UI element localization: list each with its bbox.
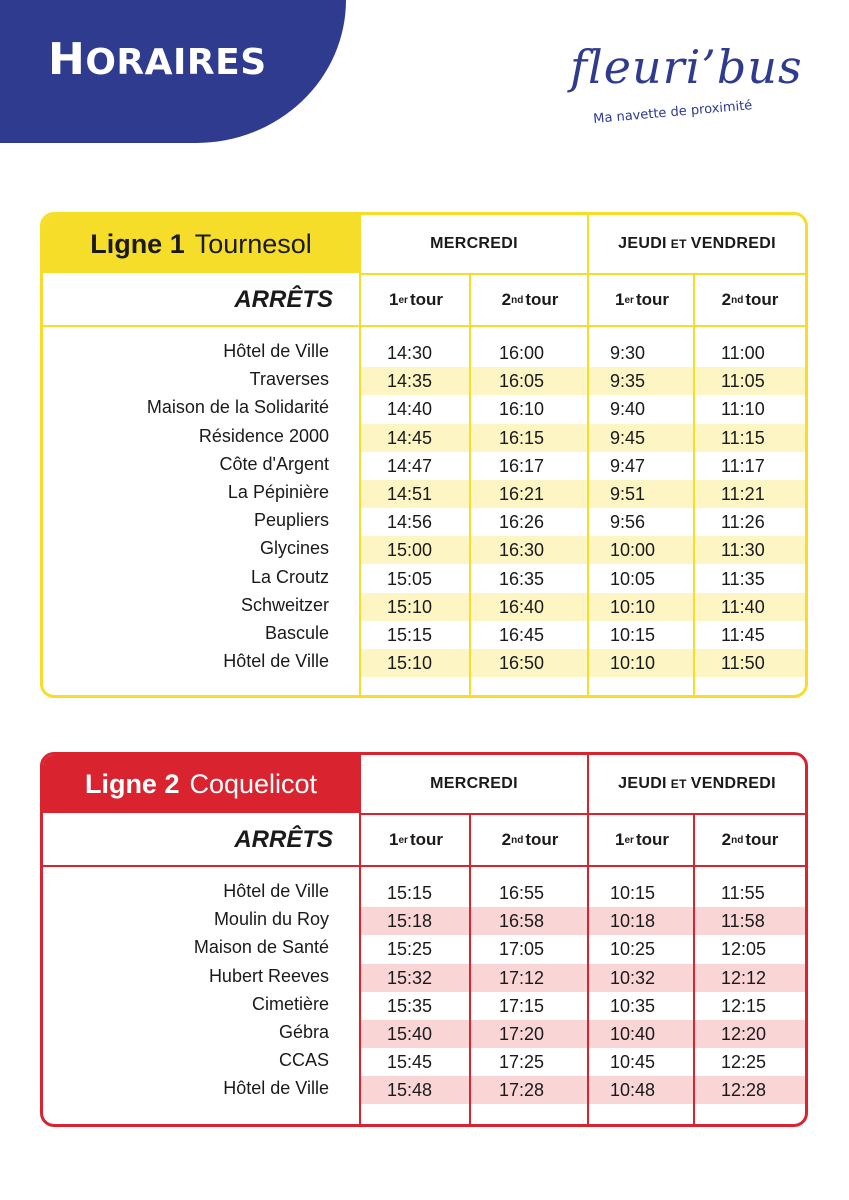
departure-time: 10:15 (610, 625, 656, 645)
line-number: Ligne 1 (90, 228, 185, 259)
departure-time: 15:05 (387, 568, 433, 589)
tour-number: 1 (389, 830, 399, 849)
departure-time: 15:48 (387, 1080, 433, 1101)
departure-time: 17:20 (499, 1024, 545, 1044)
departure-time: 9:30 (610, 343, 646, 363)
departure-time: 17:15 (499, 995, 545, 1016)
departure-time: 17:28 (499, 1080, 545, 1101)
tour-header (589, 815, 695, 865)
departure-time: 11:45 (721, 625, 765, 645)
departure-time: 16:45 (499, 625, 545, 645)
tour-suffix: nd (731, 294, 744, 306)
departure-time: 12:28 (721, 1080, 767, 1101)
stop-name: Bascule (264, 623, 329, 643)
day-header-mercredi (361, 755, 587, 813)
departure-time: 14:51 (387, 484, 433, 504)
day-label: VENDREDI (690, 235, 776, 252)
departure-time: 10:25 (610, 939, 656, 960)
stop-name: Maison de Santé (193, 937, 329, 958)
tour-word: tour (745, 830, 779, 849)
stop-name: Résidence 2000 (198, 425, 329, 446)
departure-time: 9:45 (610, 427, 646, 448)
day-header-jeudi-vendredi (589, 755, 805, 813)
departure-time: 15:15 (387, 883, 433, 903)
tour-suffix: nd (511, 834, 524, 846)
departure-time: 11:10 (721, 399, 765, 420)
tour-suffix: er (624, 834, 634, 846)
stop-name: Schweitzer (240, 594, 329, 615)
tour-word: tour (525, 830, 559, 849)
departure-time: 14:30 (387, 343, 433, 363)
departure-time: 11:17 (721, 455, 765, 476)
day-header-mercredi (361, 215, 587, 273)
departure-time: 15:35 (387, 995, 433, 1016)
stop-name: CCAS (278, 1050, 329, 1071)
stop-name: Cimetière (251, 993, 329, 1014)
tour-number: 2 (721, 290, 732, 309)
departure-time: 11:40 (721, 596, 765, 617)
divider (469, 273, 471, 695)
departure-time: 11:55 (721, 883, 765, 903)
tour-word: tour (635, 290, 669, 309)
line-label (43, 755, 359, 813)
departure-time: 11:50 (721, 653, 765, 674)
departure-time: 15:10 (387, 596, 433, 617)
schedule-line-2 (40, 752, 808, 1127)
tour-suffix: er (398, 294, 408, 306)
stop-name: Hôtel de Ville (223, 881, 329, 901)
stop-name: Côte d'Argent (219, 453, 329, 474)
departure-time: 10:35 (610, 995, 656, 1016)
departure-time: 16:30 (499, 540, 545, 561)
departure-time: 16:05 (499, 371, 545, 392)
tour-header (695, 275, 805, 325)
departure-time: 16:40 (499, 596, 545, 617)
departure-time: 15:10 (387, 653, 433, 674)
logo-wordmark: fleuri’bus (570, 40, 803, 94)
departure-time: 16:26 (499, 512, 545, 533)
line-name: Coquelicot (189, 768, 318, 799)
departure-time: 9:40 (610, 399, 646, 420)
tour-word: tour (745, 290, 779, 309)
departure-time: 17:25 (499, 1052, 545, 1073)
departure-time: 10:00 (610, 540, 656, 561)
tour-number: 2 (721, 830, 732, 849)
stop-name: Hubert Reeves (208, 965, 329, 986)
tour-word: tour (409, 830, 443, 849)
departure-time: 17:12 (499, 967, 545, 988)
tour-suffix: er (624, 294, 634, 306)
departure-time: 14:47 (387, 455, 433, 476)
tour-header (471, 275, 589, 325)
departure-time: 15:18 (387, 911, 433, 932)
departure-time: 16:15 (499, 427, 545, 448)
departure-time: 12:25 (721, 1052, 767, 1073)
tour-number: 1 (615, 830, 625, 849)
tour-suffix: nd (731, 834, 744, 846)
departure-time: 14:40 (387, 399, 433, 420)
stops-header: ARRÊTS (234, 286, 333, 313)
tour-suffix: er (398, 834, 408, 846)
logo-tagline: Ma navette de proximité (592, 98, 753, 127)
tour-header (589, 275, 695, 325)
departure-time: 10:15 (610, 883, 656, 903)
departure-time: 10:32 (610, 967, 656, 988)
stop-name: La Pépinière (227, 482, 329, 502)
departure-time: 16:35 (499, 568, 545, 589)
line-name: Tournesol (194, 228, 312, 259)
departure-time: 15:25 (387, 939, 433, 960)
departure-time: 15:15 (387, 625, 433, 645)
departure-time: 17:05 (499, 939, 545, 960)
departure-time: 11:05 (721, 371, 765, 392)
tour-suffix: nd (511, 294, 524, 306)
departure-time: 9:51 (610, 484, 646, 504)
departure-time: 16:17 (499, 455, 545, 476)
departure-time: 10:10 (610, 653, 656, 674)
stop-name: Hôtel de Ville (223, 1078, 329, 1099)
line-number: Ligne 2 (84, 768, 180, 799)
departure-time: 15:45 (387, 1052, 433, 1073)
departure-time: 9:47 (610, 455, 646, 476)
tour-word: tour (635, 830, 669, 849)
departure-time: 10:05 (610, 568, 656, 589)
departure-time: 10:18 (610, 911, 656, 932)
stop-name: Hôtel de Ville (223, 651, 329, 672)
stop-name: La Croutz (250, 566, 329, 587)
departure-time: 12:15 (721, 995, 767, 1016)
divider (43, 325, 805, 327)
stop-name: Gébra (278, 1022, 329, 1042)
departure-time: 16:21 (499, 484, 545, 504)
departure-time: 11:15 (721, 427, 765, 448)
tour-number: 1 (389, 290, 399, 309)
departure-time: 16:50 (499, 653, 545, 674)
departure-time: 14:35 (387, 371, 433, 392)
tour-number: 1 (615, 290, 625, 309)
departure-time: 10:48 (610, 1080, 656, 1101)
tour-word: tour (409, 290, 443, 309)
tour-header (695, 815, 805, 865)
stop-name: Maison de la Solidarité (146, 397, 329, 418)
day-label: JEUDI (618, 775, 667, 792)
stop-name: Glycines (259, 538, 329, 559)
departure-time: 16:55 (499, 883, 545, 903)
departure-time: 16:58 (499, 911, 545, 932)
departure-time: 15:00 (387, 540, 433, 561)
day-label: JEUDI (618, 235, 667, 252)
departure-time: 12:20 (721, 1024, 767, 1044)
departure-time: 15:32 (387, 967, 433, 988)
departure-time: 11:00 (721, 343, 765, 363)
departure-time: 14:56 (387, 512, 433, 533)
stop-name: Peupliers (253, 510, 329, 531)
stop-name: Hôtel de Ville (223, 341, 329, 361)
tour-number: 2 (501, 830, 512, 849)
tour-header (361, 815, 471, 865)
day-header-jeudi-vendredi (589, 215, 805, 273)
departure-time: 10:40 (610, 1024, 656, 1044)
departure-time: 11:58 (721, 911, 765, 932)
departure-time: 12:05 (721, 939, 767, 960)
departure-time: 14:45 (387, 427, 433, 448)
line-label (43, 215, 359, 273)
stop-name: Moulin du Roy (213, 909, 329, 930)
departure-time: 11:21 (721, 484, 765, 504)
divider (693, 273, 695, 695)
day-label: VENDREDI (690, 775, 776, 792)
day-label: MERCREDI (430, 235, 518, 252)
departure-time: 11:26 (721, 512, 765, 533)
tour-header (471, 815, 589, 865)
departure-time: 15:40 (387, 1024, 433, 1044)
departure-time: 9:56 (610, 512, 646, 533)
tour-header (361, 275, 471, 325)
schedule-line-1 (40, 212, 808, 698)
departure-time: 9:35 (610, 371, 646, 392)
departure-time: 10:45 (610, 1052, 656, 1073)
fleuribus-logo (570, 40, 803, 150)
departure-time: 10:10 (610, 596, 656, 617)
tour-word: tour (525, 290, 559, 309)
day-label: MERCREDI (430, 775, 518, 792)
divider (43, 865, 805, 867)
departure-time: 11:35 (721, 568, 765, 589)
tour-number: 2 (501, 290, 512, 309)
day-label: ET (670, 777, 687, 791)
departure-time: 11:30 (721, 540, 765, 561)
day-label: ET (670, 237, 687, 251)
stops-header: ARRÊTS (234, 826, 333, 853)
page-title: HORAIRES (48, 34, 267, 85)
departure-time: 16:10 (499, 399, 545, 420)
departure-time: 12:12 (721, 967, 767, 988)
stop-name: Traverses (249, 369, 329, 390)
departure-time: 16:00 (499, 343, 545, 363)
